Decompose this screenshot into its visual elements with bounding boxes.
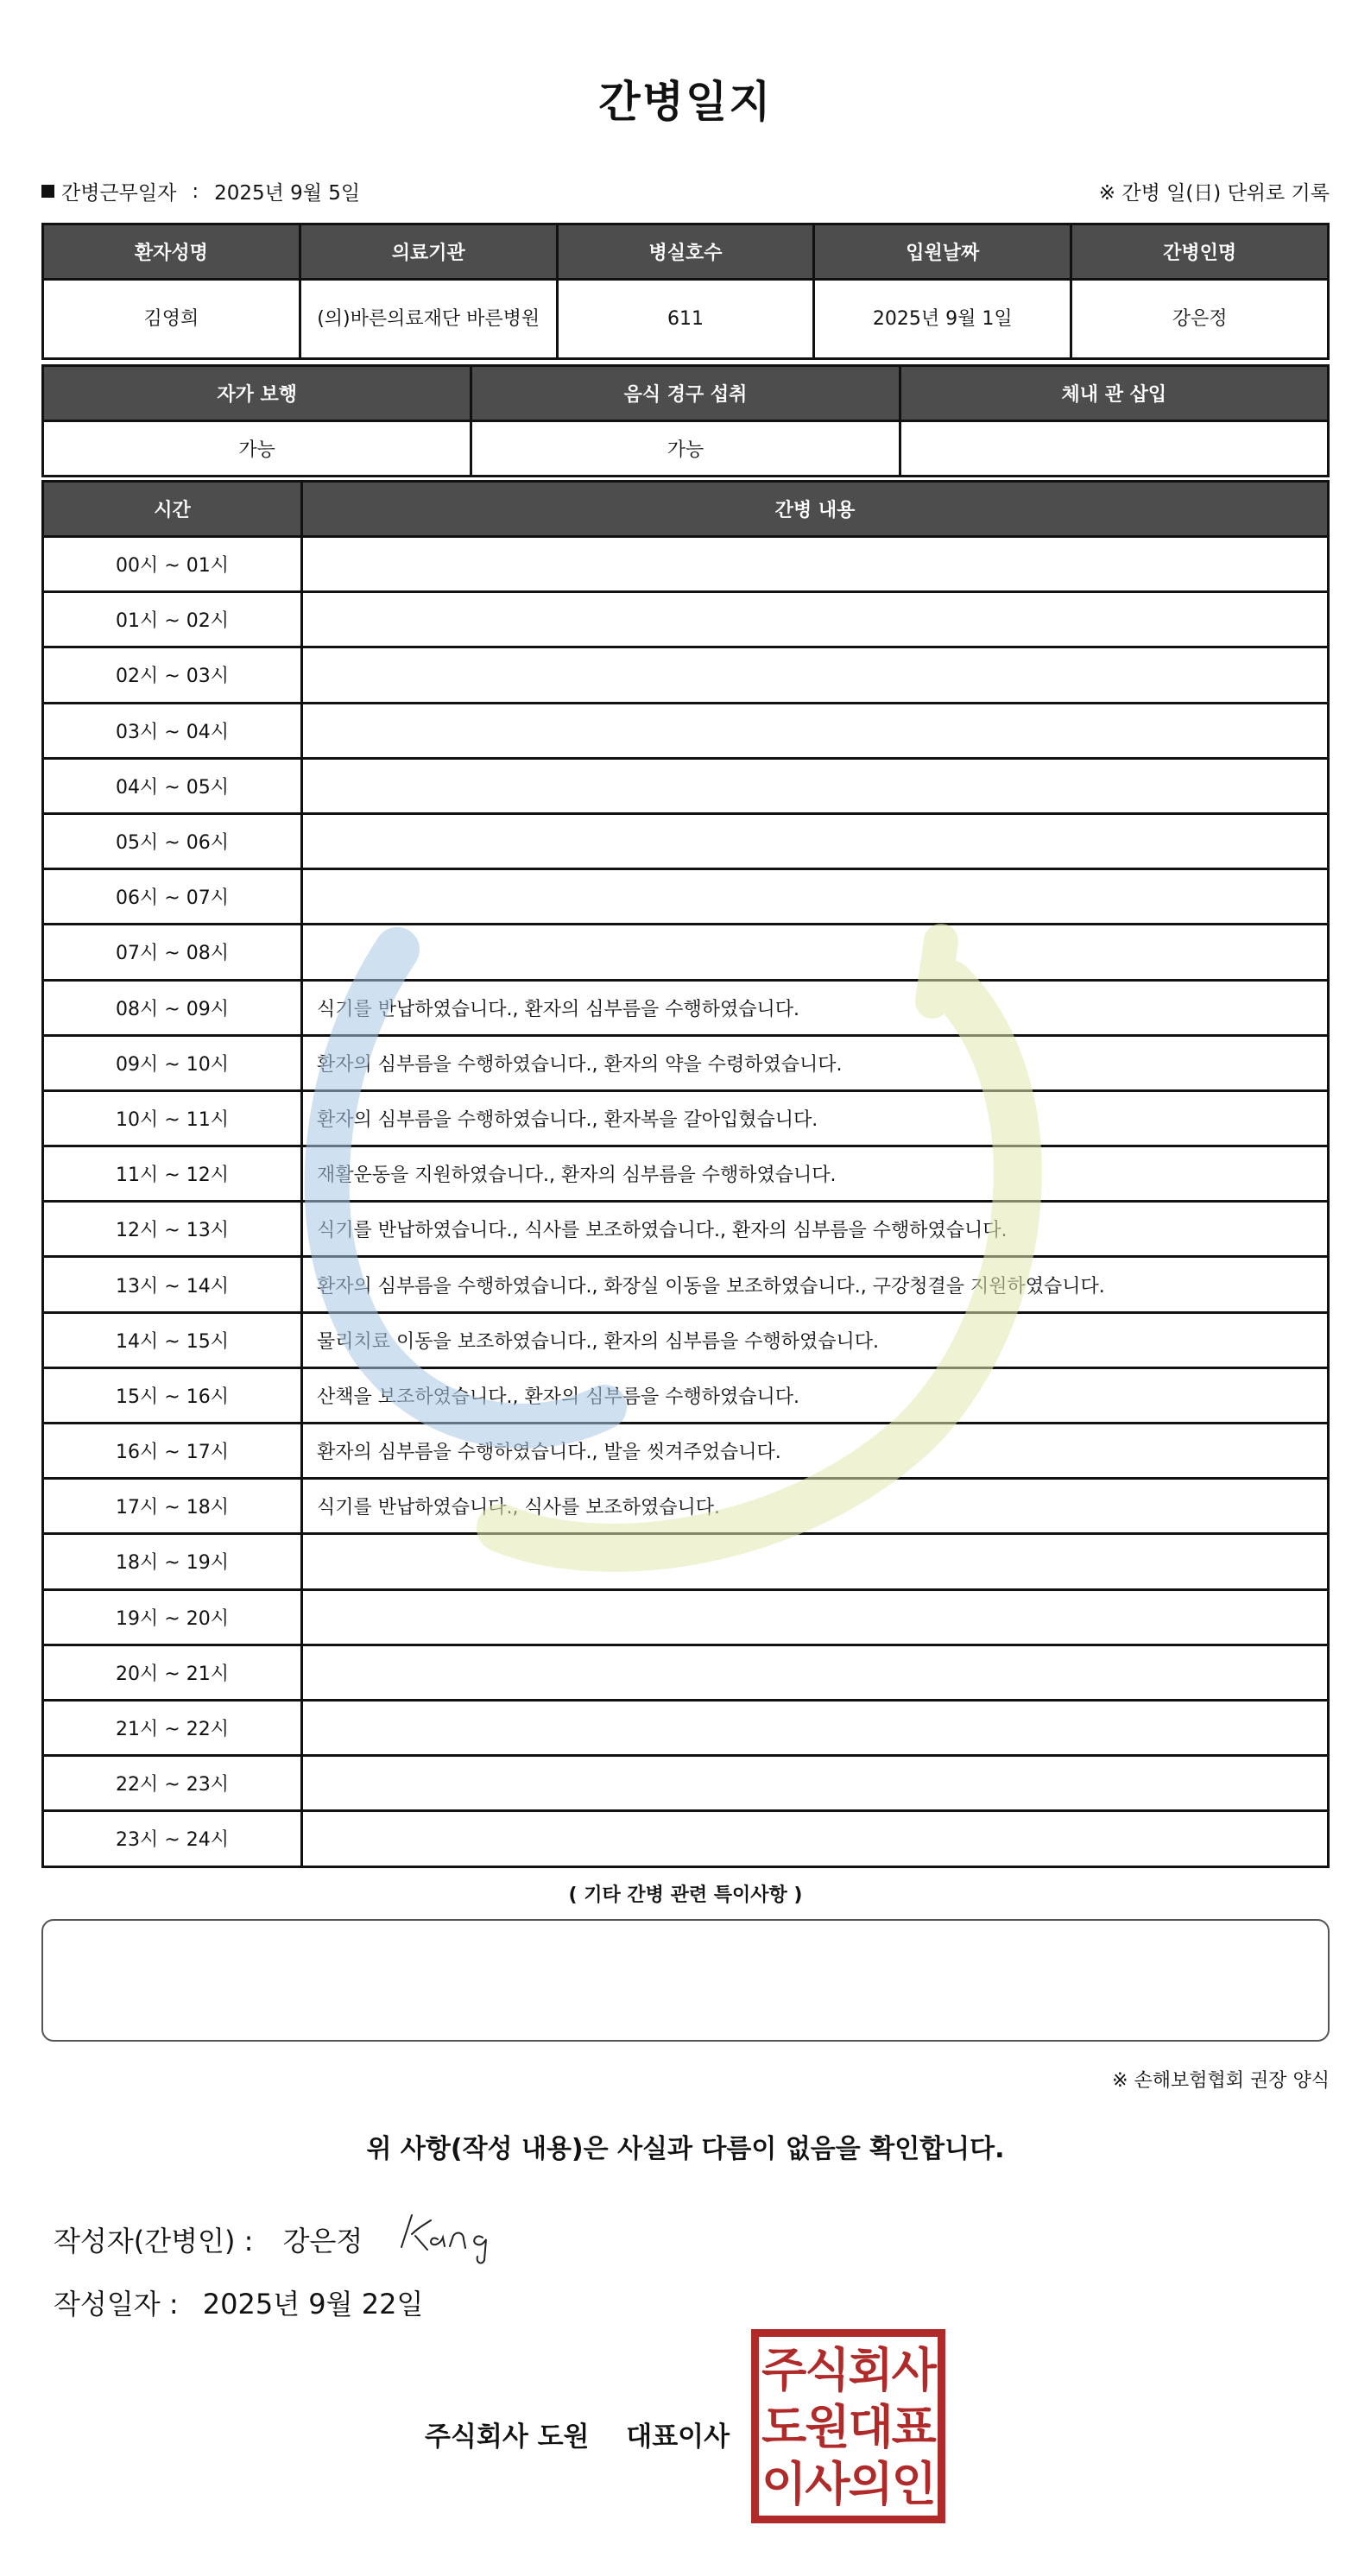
care-log-content: 재활운동을 지원하였습니다., 환자의 심부름을 수행하였습니다.	[302, 1146, 1329, 1202]
written-date-value: 2025년 9월 22일	[202, 2288, 424, 2320]
care-log-time: 14시 ~ 15시	[43, 1312, 302, 1367]
care-log-time: 04시 ~ 05시	[43, 758, 302, 813]
care-log-row	[43, 1479, 1329, 1534]
company-seal-stamp	[751, 2329, 945, 2523]
duty-date-line	[41, 177, 360, 205]
header-admission-date: 입원날짜	[814, 224, 1071, 280]
care-log-time: 16시 ~ 17시	[43, 1424, 302, 1479]
seal-line-2: 도원대표	[761, 2398, 935, 2454]
care-log-row	[43, 813, 1329, 868]
care-log-time: 22시 ~ 23시	[43, 1756, 302, 1811]
tube-insertion-value	[900, 421, 1328, 477]
care-log-time: 19시 ~ 20시	[43, 1589, 302, 1645]
header-care-content: 간병 내용	[302, 482, 1329, 537]
patient-info-value-row	[43, 280, 1329, 359]
care-log-row	[43, 1146, 1329, 1202]
care-log-time: 05시 ~ 06시	[43, 813, 302, 868]
care-log-row	[43, 1090, 1329, 1146]
care-log-content	[302, 647, 1329, 703]
care-log-time: 12시 ~ 13시	[43, 1202, 302, 1257]
header-time: 시간	[43, 482, 302, 537]
care-log-row	[43, 1756, 1329, 1811]
care-log-row	[43, 1700, 1329, 1755]
patient-status-table	[41, 364, 1330, 477]
care-log-content: 환자의 심부름을 수행하였습니다., 발을 씻겨주었습니다.	[302, 1424, 1329, 1479]
care-log-row	[43, 1424, 1329, 1479]
care-log-row	[43, 925, 1329, 980]
remarks-box	[41, 1919, 1330, 2042]
care-log-time: 15시 ~ 16시	[43, 1367, 302, 1423]
care-log-content	[302, 1589, 1329, 1645]
bullet-square-icon	[41, 185, 54, 198]
care-log-content: 식기를 반납하였습니다., 환자의 심부름을 수행하였습니다.	[302, 980, 1329, 1035]
care-log-content: 환자의 심부름을 수행하였습니다., 환자복을 갈아입혔습니다.	[302, 1090, 1329, 1146]
care-log-header-row	[43, 482, 1329, 537]
care-log-content: 물리치료 이동을 보조하였습니다., 환자의 심부름을 수행하였습니다.	[302, 1312, 1329, 1367]
confirmation-statement: 위 사항(작성 내용)은 사실과 다름이 없음을 확인합니다.	[366, 2134, 1005, 2164]
care-log-content: 산책을 보조하였습니다., 환자의 심부름을 수행하였습니다.	[302, 1367, 1329, 1423]
duty-date-label: 간병근무일자	[61, 182, 177, 205]
hospital-name: (의)바른의료재단 바른병원	[300, 280, 557, 359]
written-date-label: 작성일자 :	[54, 2288, 179, 2320]
care-log-row	[43, 703, 1329, 758]
company-line	[425, 2415, 730, 2453]
duty-date-value: 2025년 9월 5일	[214, 182, 361, 205]
care-log-time: 02시 ~ 03시	[43, 647, 302, 703]
care-log-content	[302, 1756, 1329, 1811]
care-log-content: 식기를 반납하였습니다., 식사를 보조하였습니다., 환자의 심부름을 수행하였습니다.	[302, 1202, 1329, 1257]
care-log-time: 17시 ~ 18시	[43, 1479, 302, 1534]
care-log-row	[43, 1534, 1329, 1589]
care-log-row	[43, 1312, 1329, 1367]
care-log-time: 01시 ~ 02시	[43, 592, 302, 647]
remarks-label: ( 기타 간병 관련 특이사항 )	[568, 1885, 803, 1906]
header-hospital: 의료기관	[300, 224, 557, 280]
care-log-time: 11시 ~ 12시	[43, 1146, 302, 1202]
admission-date: 2025년 9월 1일	[814, 280, 1071, 359]
document-title: 간병일지	[598, 77, 773, 127]
room-number: 611	[557, 280, 814, 359]
care-log-time: 13시 ~ 14시	[43, 1257, 302, 1312]
care-log-time: 20시 ~ 21시	[43, 1645, 302, 1700]
care-log-time: 07시 ~ 08시	[43, 925, 302, 980]
care-log-row	[43, 1645, 1329, 1700]
patient-status-value-row	[43, 421, 1329, 477]
header-patient-name: 환자성명	[43, 224, 300, 280]
patient-info-table	[41, 223, 1330, 360]
care-log-row	[43, 1811, 1329, 1866]
care-log-row	[43, 537, 1329, 592]
care-log-row	[43, 647, 1329, 703]
patient-info-header-row	[43, 224, 1329, 280]
care-log-time: 00시 ~ 01시	[43, 537, 302, 592]
header-room-number: 병실호수	[557, 224, 814, 280]
seal-line-3: 이사의인	[761, 2455, 935, 2511]
care-log-body	[43, 537, 1329, 1867]
care-log-row	[43, 1202, 1329, 1257]
company-name: 주식회사 도원	[425, 2421, 590, 2453]
header-self-walking: 자가 보행	[43, 366, 471, 421]
header-oral-intake: 음식 경구 섭취	[471, 366, 900, 421]
care-log-content	[302, 1534, 1329, 1589]
seal-line-1: 주식회사	[761, 2341, 935, 2397]
care-log-row	[43, 1367, 1329, 1423]
caregiver-name: 강은정	[1071, 280, 1329, 359]
patient-status-header-row	[43, 366, 1329, 421]
care-log-content	[302, 1700, 1329, 1755]
care-log-content	[302, 1811, 1329, 1866]
care-log-time: 23시 ~ 24시	[43, 1811, 302, 1866]
care-log-content	[302, 758, 1329, 813]
duty-date-colon: :	[192, 180, 199, 203]
care-log-time: 03시 ~ 04시	[43, 703, 302, 758]
care-log-content	[302, 537, 1329, 592]
care-log-table	[41, 480, 1330, 1868]
care-log-row	[43, 980, 1329, 1035]
care-log-content: 환자의 심부름을 수행하였습니다., 화장실 이동을 보조하였습니다., 구강청결을 지원하였습니다.	[302, 1257, 1329, 1312]
care-log-row	[43, 1589, 1329, 1645]
care-log-row	[43, 758, 1329, 813]
writer-name: 강은정	[282, 2225, 363, 2257]
header-caregiver-name: 간병인명	[1071, 224, 1329, 280]
writer-line	[54, 2219, 363, 2259]
care-log-content	[302, 869, 1329, 925]
care-log-content	[302, 1645, 1329, 1700]
care-log-row	[43, 1035, 1329, 1090]
care-log-row	[43, 869, 1329, 925]
care-log-content	[302, 592, 1329, 647]
form-source-note: ※ 손해보험협회 권장 양식	[1112, 2070, 1330, 2092]
writer-label: 작성자(간병인) :	[54, 2225, 254, 2257]
company-representative-title: 대표이사	[626, 2421, 730, 2453]
care-log-content	[302, 813, 1329, 868]
care-log-row	[43, 592, 1329, 647]
header-tube-insertion: 체내 관 삽입	[900, 366, 1328, 421]
self-walking-value: 가능	[43, 421, 471, 477]
patient-name: 김영희	[43, 280, 300, 359]
care-log-content	[302, 925, 1329, 980]
care-log-time: 08시 ~ 09시	[43, 980, 302, 1035]
record-unit-note: ※ 간병 일(日) 단위로 기록	[1098, 182, 1330, 205]
care-log-time: 09시 ~ 10시	[43, 1035, 302, 1090]
written-date-line	[54, 2282, 423, 2322]
care-log-content: 식기를 반납하였습니다., 식사를 보조하였습니다.	[302, 1479, 1329, 1534]
care-log-time: 06시 ~ 07시	[43, 869, 302, 925]
handwritten-signature	[393, 2200, 531, 2269]
care-log-content	[302, 703, 1329, 758]
care-log-time: 21시 ~ 22시	[43, 1700, 302, 1755]
care-log-time: 18시 ~ 19시	[43, 1534, 302, 1589]
care-log-time: 10시 ~ 11시	[43, 1090, 302, 1146]
care-log-row	[43, 1257, 1329, 1312]
care-log-content: 환자의 심부름을 수행하였습니다., 환자의 약을 수령하였습니다.	[302, 1035, 1329, 1090]
oral-intake-value: 가능	[471, 421, 900, 477]
